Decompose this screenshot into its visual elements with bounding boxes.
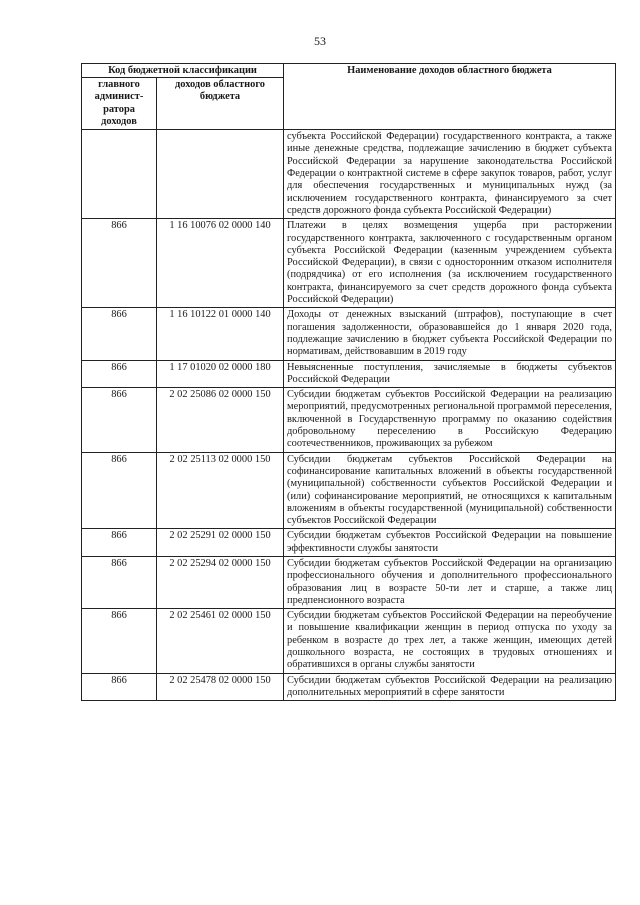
income-code-cell: 2 02 25461 02 0000 150 bbox=[157, 609, 284, 673]
income-code-cell: 2 02 25086 02 0000 150 bbox=[157, 388, 284, 452]
table-row bbox=[82, 308, 616, 360]
admin-code-cell: 866 bbox=[82, 556, 157, 608]
income-code-cell: 1 17 01020 02 0000 180 bbox=[157, 360, 284, 388]
income-code-cell: 2 02 25294 02 0000 150 bbox=[157, 556, 284, 608]
income-code-cell: 2 02 25113 02 0000 150 bbox=[157, 452, 284, 529]
income-code-cell: 1 16 10122 01 0000 140 bbox=[157, 308, 284, 360]
page-number: 53 bbox=[314, 34, 326, 48]
header-income-name: Наименование доходов областного бюджета bbox=[284, 64, 616, 130]
table-row bbox=[82, 609, 616, 673]
admin-code-cell: 866 bbox=[82, 388, 157, 452]
income-code-cell: 1 16 10076 02 0000 140 bbox=[157, 219, 284, 308]
income-code-cell: 2 02 25478 02 0000 150 bbox=[157, 673, 284, 701]
income-name-cell: Субсидии бюджетам субъектов Российской Федерации на переобучение и повышение квалификации женщин в период отпуска по уходу за ребенком в возрасте до трех лет, а также женщин, имеющих детей дошкольного возраста, не состоящих в трудовых отношениях и обратившихся в органы службы занятости bbox=[284, 609, 616, 673]
admin-code-cell: 866 bbox=[82, 452, 157, 529]
income-name-cell: Невыясненные поступления, зачисляемые в бюджеты субъектов Российской Федерации bbox=[284, 360, 616, 388]
table-row bbox=[82, 360, 616, 388]
income-name-cell: Субсидии бюджетам субъектов Российской Федерации на софинансирование капитальных вложений в объекты государственной (муниципальной) собственности субъектов Российской Федерации и (или) софинансирование мероприятий, не относящихся к капитальным вложениям в объекты государственной (муниципальной) собственности субъектов Российской Федерации bbox=[284, 452, 616, 529]
admin-code-cell: 866 bbox=[82, 219, 157, 308]
income-name-cell: Платежи в целях возмещения ущерба при расторжении государственного контракта, заключенного с государственным органом субъекта Российской Федерации (казенным учреждением субъекта Российской Федерации), в связи с односторонним отказом исполнителя (подрядчика) от его исполнения (за исключением государственного контракта, финансируемого за счет средств дорожного фонда субъекта Российской Федерации) bbox=[284, 219, 616, 308]
income-name-cell: субъекта Российской Федерации) государственного контракта, а также иные денежные средства, подлежащие зачислению в бюджет субъекта Российской Федерации за нарушение законодательства Российской Федерации о контрактной системе в сфере закупок товаров, работ, услуг для обеспечения государственных и муниципальных нужд (за исключением государственного контракта, финансируемого за счет средств дорожного фонда субъекта Российской Федерации) bbox=[284, 130, 616, 219]
admin-code-cell: 866 bbox=[82, 673, 157, 701]
income-name-cell: Доходы от денежных взысканий (штрафов), поступающие в счет погашения задолженности, образовавшейся до 1 января 2020 года, подлежащие зачислению в бюджет субъекта Российской Федерации по нормативам, действовавшим в 2019 году bbox=[284, 308, 616, 360]
table-row bbox=[82, 388, 616, 452]
table-row bbox=[82, 130, 616, 219]
admin-code-cell: 866 bbox=[82, 609, 157, 673]
header-budget-classification-code: Код бюджетной классификации bbox=[82, 64, 284, 78]
table-row bbox=[82, 529, 616, 557]
header-income-code: доходов областного бюджета bbox=[157, 78, 284, 130]
income-name-cell: Субсидии бюджетам субъектов Российской Федерации на повышение эффективности службы занятости bbox=[284, 529, 616, 557]
admin-code-cell: 866 bbox=[82, 308, 157, 360]
income-name-cell: Субсидии бюджетам субъектов Российской Федерации на реализацию мероприятий, предусмотренных региональной программой переселения, включенной в Государственную программу по оказанию содействия добровольному переселению в Российскую Федерацию соотечественников, проживающих за рубежом bbox=[284, 388, 616, 452]
table-row bbox=[82, 219, 616, 308]
table-row bbox=[82, 452, 616, 529]
header-main-administrator: главного админист-ратора доходов bbox=[82, 78, 157, 130]
income-name-cell: Субсидии бюджетам субъектов Российской Федерации на реализацию дополнительных мероприятий в сфере занятости bbox=[284, 673, 616, 701]
income-code-cell bbox=[157, 130, 284, 219]
admin-code-cell: 866 bbox=[82, 529, 157, 557]
admin-code-cell bbox=[82, 130, 157, 219]
admin-code-cell: 866 bbox=[82, 360, 157, 388]
budget-classification-table bbox=[81, 63, 616, 701]
income-code-cell: 2 02 25291 02 0000 150 bbox=[157, 529, 284, 557]
table-row bbox=[82, 673, 616, 701]
income-name-cell: Субсидии бюджетам субъектов Российской Федерации на организацию профессионального обучения и дополнительного профессионального образования лиц в возрасте 50-ти лет и старше, а также лиц предпенсионного возраста bbox=[284, 556, 616, 608]
table-row bbox=[82, 556, 616, 608]
